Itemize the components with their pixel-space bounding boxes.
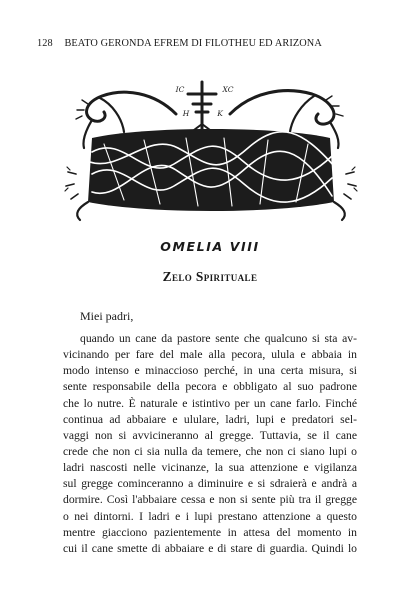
text-line: ladri nascosti nelle vicinanze, la sua attenzione e vigilanza <box>63 461 357 475</box>
text-line: cui il cane smette di abbaiare e di stare di guardia. Quindi lo <box>63 541 357 555</box>
cross-letter-h: H <box>182 109 190 118</box>
chapter-subtitle: Zelo Spirituale <box>162 269 258 284</box>
text-line: quando un cane da pastore sente che qualcuno si sta av- <box>80 332 357 345</box>
text-line: sul gregge cominceranno a diminuire e si sdraierà e andrà a <box>63 477 357 491</box>
text-line: crede che non ci sia nulla da temere, che non ci siano lupi o <box>63 444 357 458</box>
body-text <box>63 331 357 557</box>
text-line: vaggi non si avvicineranno al gregge. Tuttavia, se il cane <box>63 428 357 442</box>
chapter-title: OMELIA VIII <box>160 239 260 254</box>
text-line: o nei dintorni. I ladri e i lupi prestano attenzione a questo <box>63 509 357 523</box>
cross-letter-k: K <box>217 109 223 118</box>
running-header <box>37 38 383 49</box>
page-number: 128 <box>37 38 53 49</box>
cross-letter-ic: IC <box>175 85 185 94</box>
text-line: dormire. Così l'abbaiare cessa e non si sente più tra il gregge <box>63 493 357 507</box>
text-line: mentre giacciono pazientemente in attesa del momento in <box>63 525 357 539</box>
knotwork-ornament <box>64 74 358 224</box>
cross-icon <box>188 82 216 130</box>
running-title: BEATO GERONDA EFREM DI FILOTHEU ED ARIZONA <box>64 38 322 49</box>
text-line: modo intenso e minaccioso perché, in una certa misura, si <box>63 364 357 378</box>
text-line: che lo nutre. È naturale e istintivo per un cane farlo. Finché <box>63 396 357 410</box>
text-line: vicinando per fare del male alla pecora, ulula e abbaia in <box>63 348 357 362</box>
cross-letter-xc: XC <box>222 85 234 94</box>
greeting: Miei padri, <box>80 309 134 323</box>
text-line: continua ad abbaiare e ululare, ladri, lupi e predatori sel- <box>63 412 357 426</box>
text-line: sente responsabile della pecora e obbligato al suo padrone <box>63 380 357 394</box>
